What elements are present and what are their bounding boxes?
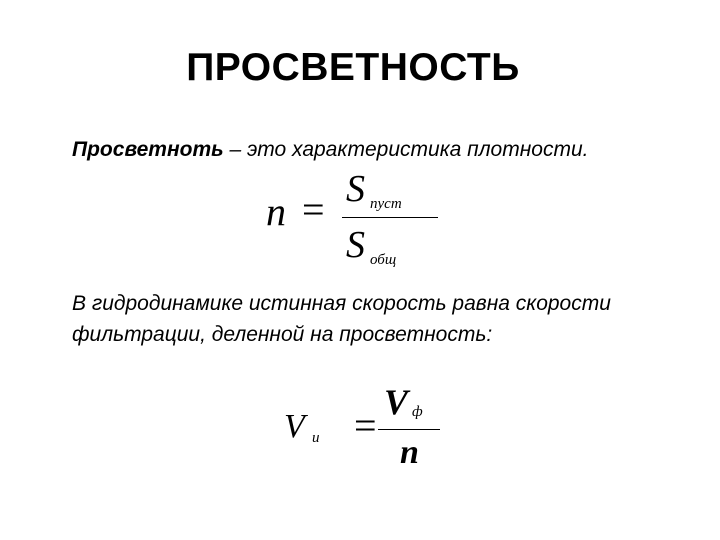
hydrodynamics-paragraph: В гидродинамике истинная скорость равна скорости фильтрации, деленной на просветность: bbox=[72, 292, 611, 346]
formula-1-denominator-subscript: общ bbox=[370, 252, 397, 268]
formula-2-lhs-subscript: и bbox=[312, 430, 320, 446]
velocity-formula bbox=[282, 378, 482, 478]
formula-2-equals: = bbox=[354, 403, 377, 448]
formula-2-denominator-symbol: n bbox=[400, 434, 419, 471]
formula-1-numerator-subscript: пуст bbox=[370, 196, 402, 212]
formula-2-fraction-bar bbox=[378, 429, 440, 430]
slide-title: ПРОСВЕТНОСТЬ bbox=[186, 46, 520, 89]
formula-1-fraction-bar bbox=[342, 217, 438, 218]
formula-2-numerator-symbol: V bbox=[384, 382, 409, 422]
formula-1-lhs: n bbox=[266, 189, 286, 234]
formula-1-denominator-symbol: S bbox=[346, 224, 365, 266]
formula-1-equals: = bbox=[302, 187, 325, 232]
formula-2-numerator-subscript: ф bbox=[412, 404, 423, 420]
definition-term: Просветноть bbox=[72, 138, 224, 161]
porosity-formula bbox=[262, 160, 462, 280]
formula-1-numerator-symbol: S bbox=[346, 168, 365, 210]
definition-text: – это характеристика плотности. bbox=[223, 138, 589, 161]
formula-2-lhs-symbol: V bbox=[284, 408, 305, 445]
